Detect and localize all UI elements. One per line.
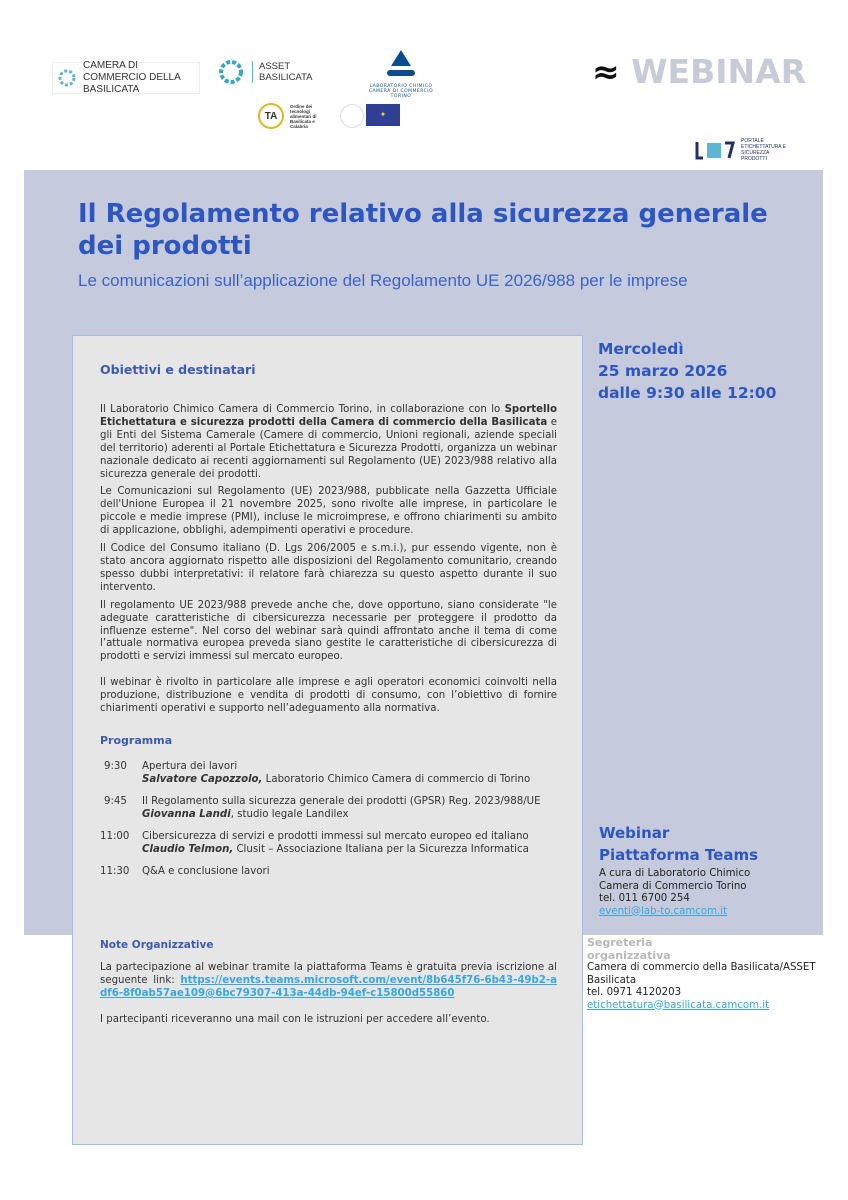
enterprise-network-logo [340, 104, 364, 128]
page-subtitle: Le comunicazioni sull’applicazione del Regolamento UE 2026/988 per le imprese [78, 271, 688, 290]
logo-asset-basilicata: ASSET BASILICATA [216, 58, 319, 86]
logo-ordine-ta: TA Ordine dei tecnologi alimentari di Basilicata e Calabria [258, 103, 320, 129]
camera-logo-icon [57, 68, 77, 88]
objectives-p4: Il regolamento UE 2023/988 prevede anche che, dove opportuno, siano considerate "le adeguate caratteristiche di cibersicurezza necessarie per proteggere il prodotto da influenze esterne". Nel corso del webinar sarà quindi affrontato anche il tema di come l’attuale normativa europea preveda siano gestite le caratteristiche di cibersicurezza di prodotti e servizi immessi sul mercato europeo. [100, 599, 557, 663]
eu-flag-icon: ✦ [366, 104, 400, 126]
ta-logo-icon: TA [258, 103, 284, 129]
page-title: Il Regolamento relativo alla sicurezza generale dei prodotti [78, 199, 768, 261]
program-heading: Programma [100, 734, 173, 747]
objectives-p1: Il Laboratorio Chimico Camera di Commercio Torino, in collaborazione con lo Sportello Etichettatura e sicurezza prodotti della Camera di commercio della Basilicata e gli Enti del Sistema Camerale (Camere di commercio, Unioni regionali, aziende speciali del territorio) aderenti al Portale Etichettatura e Sicurezza Prodotti, organizza un webinar nazionale dedicato ai recenti aggiornamenti sul Regolamento (UE) 2023/988 relativo alla sicurezza generale dei prodotti. [100, 404, 557, 480]
program-list [100, 760, 574, 887]
platform-info: Webinar Piattaforma Teams [599, 824, 759, 864]
secretariat-email-link[interactable]: etichettatura@basilicata.camcom.it [587, 999, 770, 1011]
platform-email-link[interactable]: eventi@lab-to.camcom.it [599, 905, 728, 917]
objectives-p2: Le Comunicazioni sul Regolamento (UE) 2023/988, pubblicate nella Gazzetta Ufficiale dell'Unione Europea il 21 novembre 2025, sono rivolte alle imprese, in particolare le piccole e medie imprese (PMI), incluse le microimprese, e offrono chiarimenti su ambito di applicazione, obblighi, adempimenti operativi e procedure. [100, 486, 557, 537]
logo-portale: PORTALE ETICHETTATURA E SICUREZZA PRODOTTI [695, 138, 791, 162]
logo-laboratorio: LABORATORIO CHIMICO CAMERA DI COMMERCIO TORINO [360, 48, 442, 99]
notes-p2: I partecipanti riceveranno una mail con le istruzioni per accedere all’evento. [100, 1013, 490, 1025]
objectives-text [100, 404, 557, 721]
program-item: 11:30 Q&A e conclusione lavori [100, 866, 270, 877]
program-item: 9:45 Il Regolamento sulla sicurezza generale dei prodotti (GPSR) Reg. 2023/988/UE Giovanna Landi, studio legale Landilex [104, 796, 541, 820]
notes-heading: Note Organizzative [100, 939, 214, 951]
program-item: 11:00 Cibersicurezza di servizi e prodotti immessi sul mercato europeo ed italiano Claudio Telmon, Clusit – Associazione Italiana per la Sicurezza Informatica [100, 831, 529, 855]
objectives-heading: Obiettivi e destinatari [100, 362, 256, 377]
event-date: 25 marzo 2026 [598, 362, 728, 380]
notes-text: La partecipazione al webinar tramite la piattaforma Teams è gratuita previa iscrizione al seguente link: https://events.teams.microsoft.com/event/8b645f76-6b43-49b2-adf6-8f0ab57ae109@6bc79307-413a-44db-94ef-c15800d55860 I partecipanti riceveranno una mail con le istruzioni per accedere all’evento. [100, 962, 557, 1025]
objectives-p5: Il webinar è rivolto in particolare alle imprese e agli operatori economici coinvolti nella produzione, distribuzione e vendita di prodotti di consumo, con l’obiettivo di fornire chiarimenti operativi e supporto nell’adeguamento alla normativa. [100, 677, 557, 715]
asset-logo-icon [216, 58, 246, 86]
logo-camera-basilicata: CAMERA DI COMMERCIO DELLA BASILICATA [52, 62, 200, 94]
registration-link[interactable]: https://events.teams.microsoft.com/event/8b645f76-6b43-49b2-adf6-8f0ab57ae109@6bc79307-413a-44db-94ef-c15800d55860 [100, 974, 557, 999]
event-datetime [598, 338, 776, 404]
event-time: dalle 9:30 alle 12:00 [598, 384, 777, 402]
program-item: 9:30 Apertura dei lavori Salvatore Capozzolo, Laboratorio Chimico Camera di commercio di Torino [104, 761, 531, 785]
barcode-icon [695, 140, 735, 160]
approx-icon: ≈ [592, 52, 620, 91]
objectives-p3: Il Codice del Consumo italiano (D. Lgs 206/2005 e s.m.i.), pur essendo vigente, non è stato ancora aggiornato rispetto alle disposizioni del Regolamento comunitario, creando spesso dubbi interpretativi: il relatore farà chiarezza su questo aspetto durante il suo intervento. [100, 543, 557, 593]
event-day: Mercoledì [598, 340, 684, 358]
webinar-header: ≈ WEBINAR [592, 52, 807, 91]
platform-contacts: A cura di Laboratorio Chimico Camera di Commercio Torino tel. 011 6700 254 eventi@lab-to.camcom.it [599, 868, 751, 917]
laboratorio-logo-icon [381, 48, 421, 80]
secretariat-info: Segreteria organizzativa Camera di commercio della Basilicata/ASSET Basilicata tel. 0971 4120203 etichettatura@basilicata.camcom.it [587, 936, 816, 1011]
